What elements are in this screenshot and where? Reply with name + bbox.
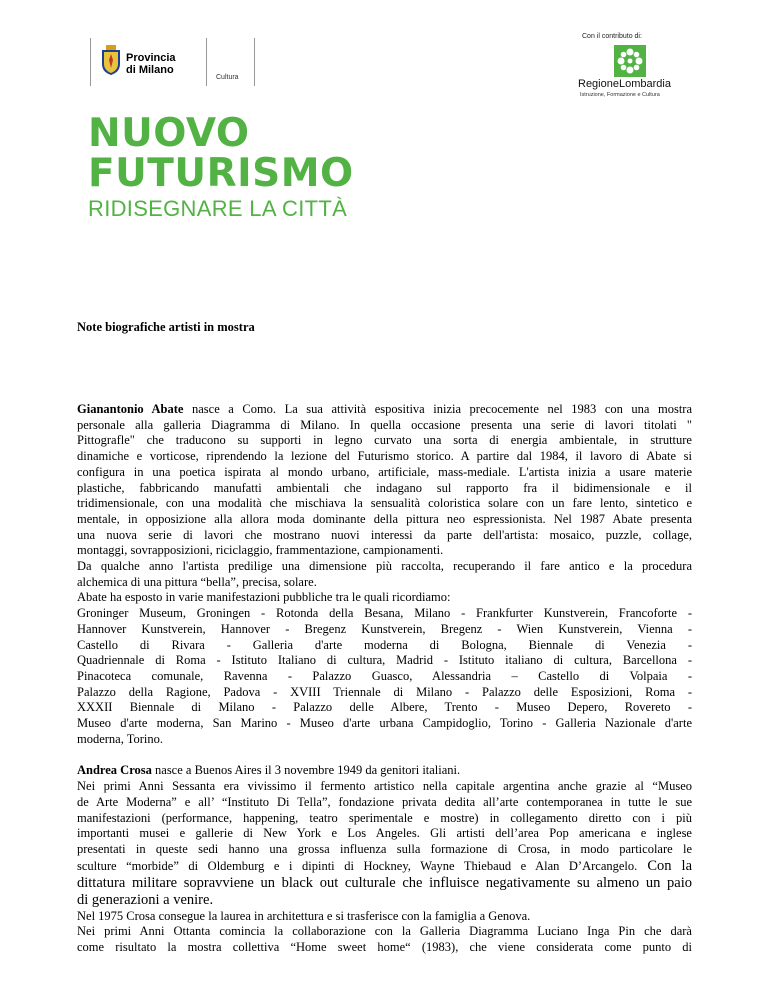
abate-line: configura in una poetica ispirata al mondo urbano, artificiale, mass-mediale. L'artista inizia a usare materie bbox=[77, 464, 692, 479]
abate-line: mentale, in opposizione alla allora moda dominante della pittura neo espressionista. Nel 1987 Abate presenta bbox=[77, 511, 692, 526]
provincia-emblem-icon bbox=[100, 44, 122, 76]
title-subtitle: RIDISEGNARE LA CITTÀ bbox=[88, 196, 348, 221]
lombardia-rose-icon bbox=[614, 45, 646, 77]
crosa-line: de Arte Moderna” e all’ “Instituto Di Tella”, fondazione privata dedita all’arte contemporanea in tutte le sue bbox=[77, 794, 692, 809]
abate-line: personale alla galleria Diagramma di Milano. In quella occasione presenta una serie di lavori titolati " bbox=[77, 417, 692, 432]
provincia-line1: Provincia bbox=[126, 52, 176, 64]
page-heading: Note biografiche artisti in mostra bbox=[77, 320, 255, 334]
abate-line: plastiche, fabbricando manufatti ambientali che indagano sul rapporto fra il bidimensionale e il bbox=[77, 480, 692, 495]
lombardia-subtitle: Istruzione, Formazione e Cultura bbox=[580, 92, 660, 98]
abate-line: Hannover Kunstverein, Hannover - Bregenz Kunstverein, Bregenz - Wien Kunstverein, Vienna - bbox=[77, 621, 692, 636]
title-line2: FUTURISMO bbox=[88, 151, 354, 196]
crosa-line: Andrea Crosa nasce a Buenos Aires il 3 novembre 1949 da genitori italiani. bbox=[77, 763, 461, 778]
crosa-line: di generazioni a venire. bbox=[77, 891, 214, 908]
crosa-name: Andrea Crosa bbox=[77, 763, 152, 778]
section-gap bbox=[77, 747, 692, 763]
crosa-line: Nei primi Anni Ottanta comincia la collaborazione con la Galleria Diagramma Luciano Inga Pin che darà bbox=[77, 924, 692, 939]
abate-line: alchemica di una pittura “bella”, precisa, solare. bbox=[77, 574, 317, 589]
abate-line: XXXII Biennale di Milano - Palazzo delle Albere, Trento - Museo Depero, Rovereto - bbox=[77, 700, 692, 715]
provincia-di-milano-logo bbox=[88, 38, 268, 90]
provincia-name bbox=[126, 52, 176, 76]
logo-divider bbox=[206, 38, 207, 86]
logo-divider bbox=[90, 38, 91, 86]
logo-divider bbox=[254, 38, 255, 86]
document-body bbox=[77, 402, 692, 956]
abate-line: Castello di Rivara - Galleria d'arte moderna di Bologna, Biennale di Venezia - bbox=[77, 637, 692, 652]
abate-line: tridimensionale, con una modalità che mischiava la sensualità coloristica solare con un fare lento, sintetico e bbox=[77, 496, 692, 511]
crosa-line: manifestazioni (performance, happening, teatro sperimentale e mostre) in collegamento diretto con i più bbox=[77, 810, 692, 825]
crosa-line: Nei primi Anni Sessanta era vivissimo il fermento artistico nella capitale argentina anche grazie al “Museo bbox=[77, 779, 692, 794]
abate-name: Gianantonio Abate bbox=[77, 402, 184, 416]
provincia-dept: Cultura bbox=[216, 74, 239, 81]
contrib-label: Con il contributo di: bbox=[582, 33, 642, 40]
crosa-line: Nel 1975 Crosa consegue la laurea in architettura e si trasferisce con la famiglia a Genova. bbox=[77, 908, 531, 923]
abate-line: Da qualche anno l'artista predilige una dimensione più raccolta, recuperando il fare antico e la procedura bbox=[77, 559, 692, 574]
exhibition-title bbox=[88, 111, 354, 222]
crosa-line: dittatura militare sopravviene un black out culturale che influisce negativamente su almeno un paio bbox=[77, 874, 692, 891]
abate-line: Gianantonio Abate nasce a Como. La sua attività espositiva inizia precocemente nel 1983 con una mostra bbox=[77, 402, 692, 416]
abate-line: Museo d'arte moderna, San Marino - Museo d'arte urbana Campidoglio, Torino - Galleria Nazionale d'arte bbox=[77, 716, 692, 731]
abate-line: Pinacoteca comunale, Ravenna - Palazzo Guasco, Alessandria – Castello di Volpaia - bbox=[77, 668, 692, 683]
abate-line: Pittografle" che traducono su supporti in legno curvato una sorta di energia ambientale, in strutture bbox=[77, 433, 692, 448]
crosa-line: come risultato la mostra collettiva “Home sweet home“ (1983), che viene considerata come punto di bbox=[77, 940, 692, 955]
crosa-line: presentati in queste sedi hanno una grossa influenza sulla formazione di Crosa, in modo particolare le bbox=[77, 841, 692, 856]
abate-line: una nuova serie di lavori che mostrano nuovi interessi da parte dell'artista: mosaico, puzzle, collage, bbox=[77, 527, 692, 542]
abate-line: dinamiche e vorticose, riprendendo la lezione del Futurismo storico. A partire dal 1984, il lavoro di Abate si bbox=[77, 449, 692, 464]
abate-line: Quadriennale di Roma - Istituto Italiano di cultura, Madrid - Istituto italiano di cultura, Barcellona - bbox=[77, 653, 692, 668]
lombardia-name: RegioneLombardia bbox=[578, 78, 671, 90]
regione-lombardia-logo bbox=[578, 33, 698, 103]
abate-line: Palazzo della Ragione, Padova - XVIII Triennale di Milano - Palazzo delle Esposizioni, Roma - bbox=[77, 684, 692, 699]
provincia-line2: di Milano bbox=[126, 64, 174, 76]
crosa-line: sculture “morbide” di Oldemburg e i dipinti di Hockney, Wayne Thiebaud e Alan D’Arcangelo. Con la bbox=[77, 857, 692, 874]
abate-line: Abate ha esposto in varie manifestazioni pubbliche tra le quali ricordiamo: bbox=[77, 590, 451, 605]
abate-line: Groninger Museum, Groningen - Rotonda della Besana, Milano - Frankfurter Kunstverein, Francoforte - bbox=[77, 606, 692, 621]
title-line1: NUOVO bbox=[88, 111, 250, 156]
abate-line: montaggi, sovrapposizioni, riciclaggio, frammentazione, campionamenti. bbox=[77, 543, 444, 558]
abate-line: moderna, Torino. bbox=[77, 731, 164, 746]
crosa-line: importanti musei e gallerie di New York e Los Angeles. Gli artisti dell’area Pop americana e inglese bbox=[77, 826, 692, 841]
